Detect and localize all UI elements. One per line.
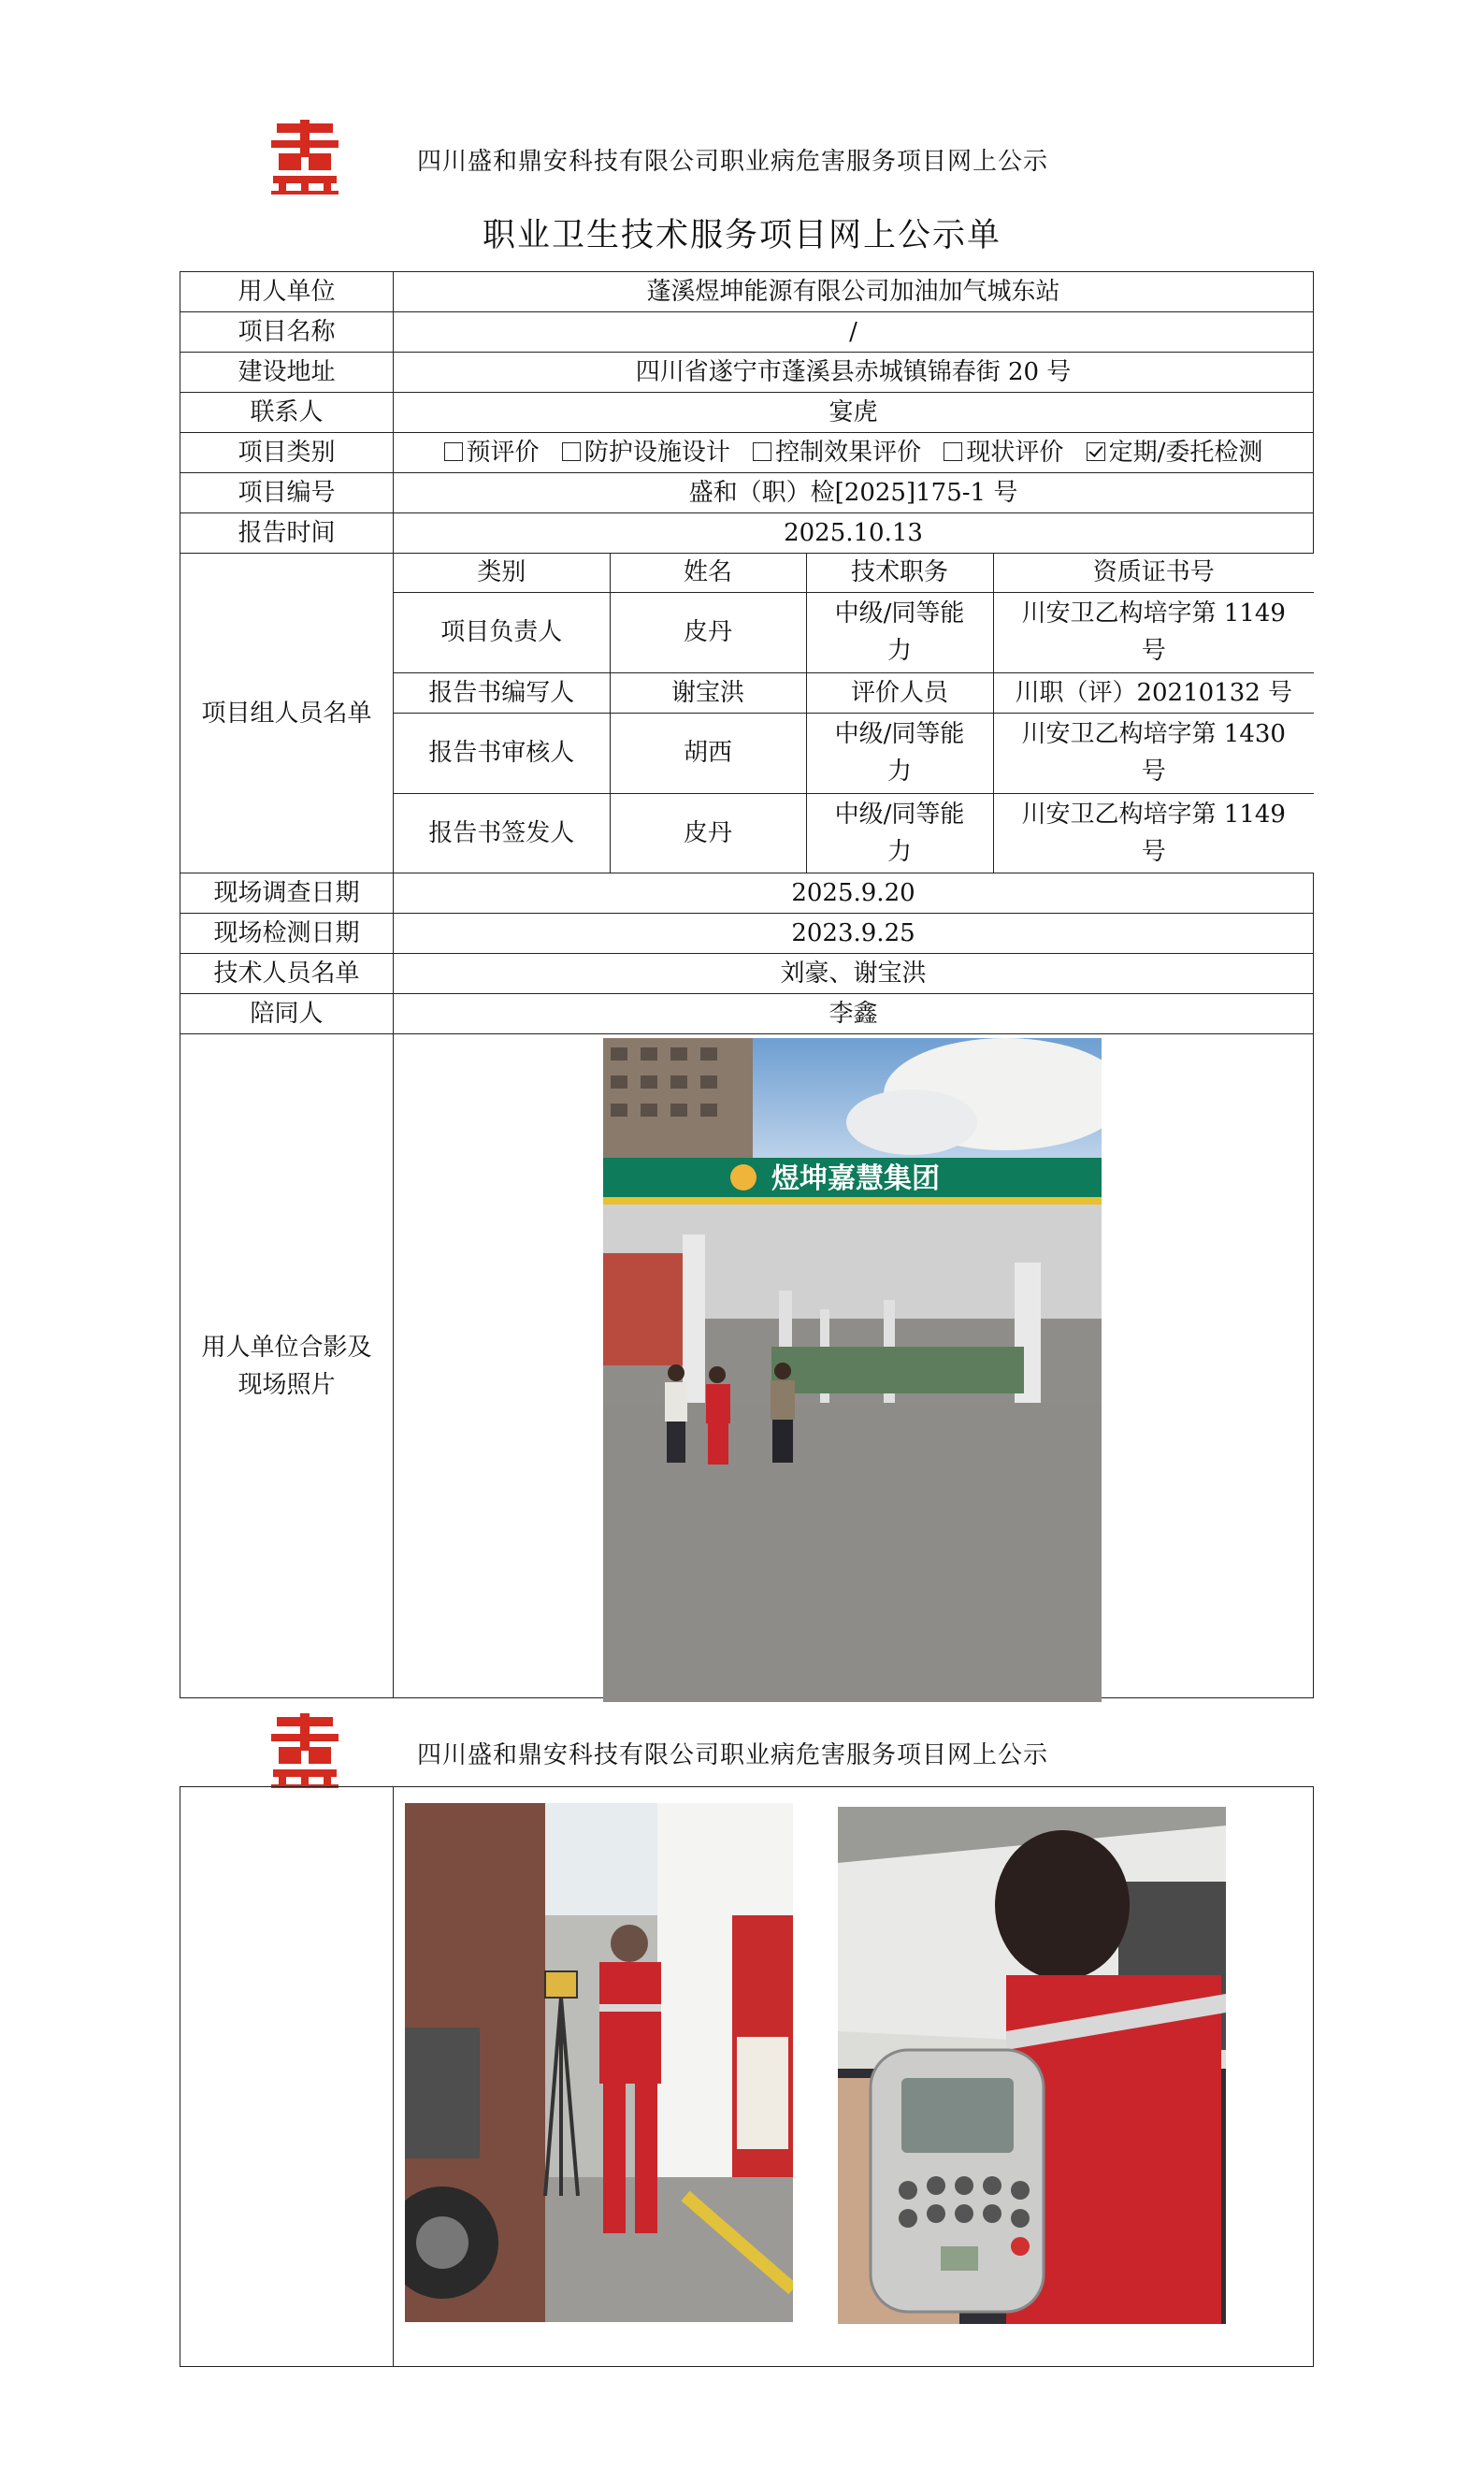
row-companion [180, 994, 1314, 1034]
companion-label: 陪同人 [180, 994, 394, 1034]
noise-meter-photo [838, 1807, 1226, 2324]
document-title: 职业卫生技术服务项目网上公示单 [482, 217, 1001, 254]
team-role: 报告书签发人 [394, 793, 610, 873]
sampling-photo [405, 1803, 793, 2322]
employer-label: 用人单位 [180, 272, 394, 312]
category-option-pre-evaluation [444, 439, 540, 467]
team-cert: 川职（评）20210132 号 [993, 672, 1314, 713]
checkbox-icon [444, 442, 463, 461]
team-row [394, 713, 1314, 793]
team-header-title: 技术职务 [806, 554, 993, 592]
page-header-2 [269, 1713, 1261, 1797]
team-table-cell [394, 554, 1314, 873]
companion-value: 李鑫 [394, 994, 1314, 1034]
canopy-sign-text: 煜坤嘉慧集团 [771, 1162, 940, 1195]
team-cert: 川安卫乙构培字第 1430 号 [993, 713, 1314, 793]
checkbox-icon [944, 442, 962, 461]
header-company-line: 四川盛和鼎安科技有限公司职业病危害服务项目网上公示 [417, 148, 1049, 176]
team-cert: 川安卫乙构培字第 1149 号 [993, 592, 1314, 672]
tech-staff-label: 技术人员名单 [180, 954, 394, 994]
team-table [394, 554, 1314, 873]
team-header-name: 姓名 [610, 554, 806, 592]
contact-value: 宴虎 [394, 393, 1314, 433]
contact-label: 联系人 [180, 393, 394, 433]
team-title: 评价人员 [806, 672, 993, 713]
project-name-value: / [394, 312, 1314, 353]
company-logo [269, 1713, 340, 1788]
team-name: 谢宝洪 [610, 672, 806, 713]
address-label: 建设地址 [180, 353, 394, 393]
project-name-label: 项目名称 [180, 312, 394, 353]
checkbox-icon [753, 442, 771, 461]
team-title: 中级/同等能力 [806, 592, 993, 672]
row-project-name [180, 312, 1314, 353]
checked-checkbox-icon [1087, 442, 1105, 461]
category-option-protection-design [562, 439, 730, 467]
option-label: 控制效果评价 [775, 439, 922, 467]
row-employer [180, 272, 1314, 312]
tech-staff-value: 刘豪、谢宝洪 [394, 954, 1314, 994]
team-name: 胡西 [610, 713, 806, 793]
sound-level-meter [838, 2050, 1044, 2324]
project-no-label: 项目编号 [180, 473, 394, 513]
empty-label-cell [180, 1787, 394, 2367]
option-label: 预评价 [466, 439, 540, 467]
project-no-value: 盛和（职）检[2025]175-1 号 [394, 473, 1314, 513]
team-title: 中级/同等能力 [806, 713, 993, 793]
category-option-control-effect [753, 439, 921, 467]
option-label: 防护设施设计 [584, 439, 730, 467]
company-logo [269, 120, 340, 195]
team-name: 皮丹 [610, 793, 806, 873]
team-header-role: 类别 [394, 554, 610, 592]
row-team [180, 554, 1314, 873]
category-options [394, 433, 1314, 473]
team-name: 皮丹 [610, 592, 806, 672]
team-row [394, 592, 1314, 672]
team-row [394, 793, 1314, 873]
team-row [394, 672, 1314, 713]
category-option-status-evaluation [944, 439, 1063, 467]
test-date-value: 2023.9.25 [394, 914, 1314, 954]
team-role: 报告书编写人 [394, 672, 610, 713]
row-test-date [180, 914, 1314, 954]
team-header-row [394, 554, 1314, 592]
survey-date-label: 现场调查日期 [180, 873, 394, 914]
team-role: 项目负责人 [394, 592, 610, 672]
row-survey-date [180, 873, 1314, 914]
category-label: 项目类别 [180, 433, 394, 473]
team-cert: 川安卫乙构培字第 1149 号 [993, 793, 1314, 873]
report-time-value: 2025.10.13 [394, 513, 1314, 554]
option-label: 现状评价 [966, 439, 1064, 467]
category-option-periodic-testing [1087, 439, 1263, 467]
employer-value: 蓬溪煜坤能源有限公司加油加气城东站 [394, 272, 1314, 312]
option-label: 定期/委托检测 [1108, 439, 1263, 467]
test-date-label: 现场检测日期 [180, 914, 394, 954]
row-contact [180, 393, 1314, 433]
group-photo [603, 1038, 1102, 1702]
team-header-cert: 资质证书号 [993, 554, 1314, 592]
address-value: 四川省遂宁市蓬溪县赤城镇锦春街 20 号 [394, 353, 1314, 393]
team-label: 项目组人员名单 [180, 554, 394, 873]
row-report-time [180, 513, 1314, 554]
header-company-line: 四川盛和鼎安科技有限公司职业病危害服务项目网上公示 [417, 1741, 1049, 1769]
checkbox-icon [562, 442, 581, 461]
report-time-label: 报告时间 [180, 513, 394, 554]
photo-label: 用人单位合影及现场照片 [180, 1034, 394, 1698]
row-category [180, 433, 1314, 473]
survey-date-value: 2025.9.20 [394, 873, 1314, 914]
team-role: 报告书审核人 [394, 713, 610, 793]
team-title: 中级/同等能力 [806, 793, 993, 873]
row-project-no [180, 473, 1314, 513]
row-tech-staff [180, 954, 1314, 994]
row-address [180, 353, 1314, 393]
page-header-1 [269, 120, 1261, 204]
